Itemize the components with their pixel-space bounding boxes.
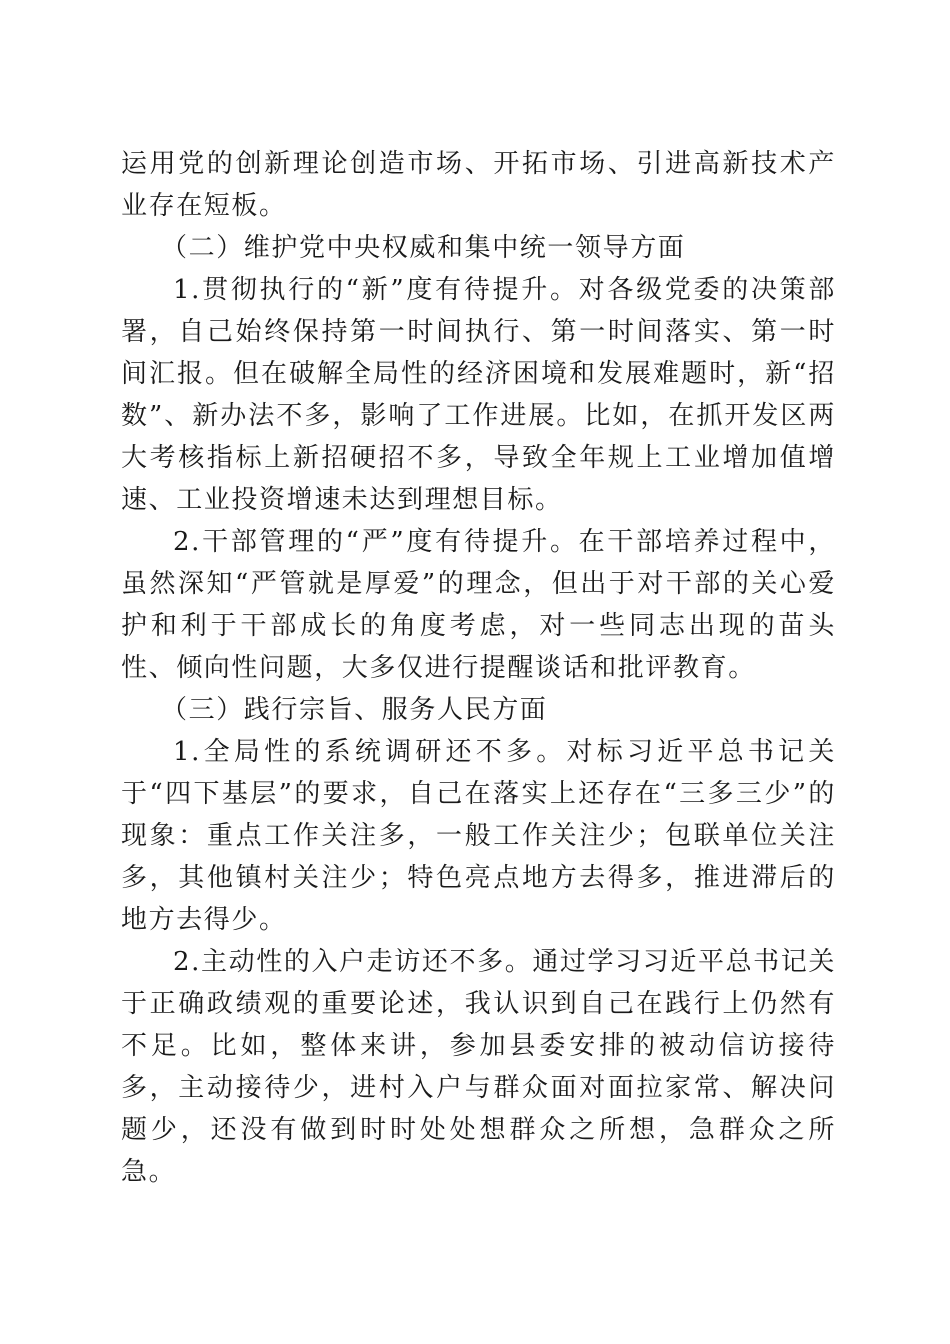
- paragraph-item-3-1: 1.全局性的系统调研还不多。对标习近平总书记关于“四下基层”的要求，自己在落实上还存在“三多三少”的现象：重点工作关注多，一般工作关注少；包联单位关注多，其他镇村关注少；特色亮点地方去得多，推进滞后的地方去得少。: [121, 737, 836, 935]
- section-heading-3: （三）践行宗旨、服务人民方面: [161, 695, 548, 725]
- paragraph-item-2-1: 1.贯彻执行的“新”度有待提升。对各级党委的决策部署，自己始终保持第一时间执行、第一时间落实、第一时间汇报。但在破解全局性的经济困境和发展难题时，新“招数”、新办法不多，影响了工作进展。比如，在抓开发区两大考核指标上新招硬招不多，导致全年规上工业增加值增速、工业投资增速未达到理想目标。: [121, 275, 836, 515]
- paragraph-item-3-2: 2.主动性的入户走访还不多。通过学习习近平总书记关于正确政绩观的重要论述，我认识到自己在践行上仍然有不足。比如，整体来讲，参加县委安排的被动信访接待多，主动接待少，进村入户与群众面对面拉家常、解决问题少，还没有做到时时处处想群众之所想，急群众之所急。: [121, 947, 836, 1187]
- paragraph-continuation: 运用党的创新理论创造市场、开拓市场、引进高新技术产业存在短板。: [121, 149, 836, 221]
- document-body: [121, 143, 836, 1193]
- section-heading-2: （二）维护党中央权威和集中统一领导方面: [161, 233, 686, 263]
- paragraph-item-2-2: 2.干部管理的“严”度有待提升。在干部培养过程中，虽然深知“严管就是厚爱”的理念，但出于对干部的关心爱护和利于干部成长的角度考虑，对一些同志出现的苗头性、倾向性问题，大多仅进行提醒谈话和批评教育。: [121, 527, 836, 683]
